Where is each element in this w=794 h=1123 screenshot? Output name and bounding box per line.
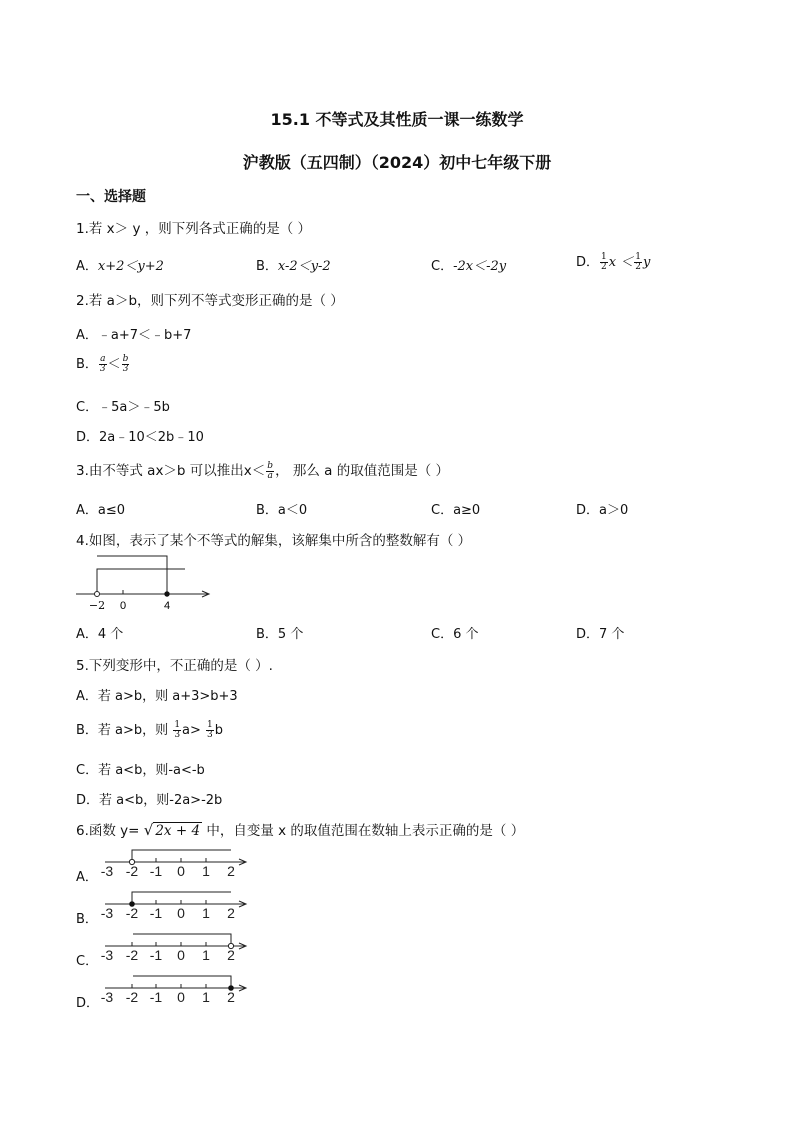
q4-tick-label: 0 [119, 600, 127, 612]
question-2-stem: 2.若 a＞b，则下列不等式变形正确的是（ ） [76, 293, 344, 309]
q4-closed-point [164, 591, 169, 596]
q6-c-tick-label: -1 [149, 947, 163, 963]
q2-option-b: B． $\frac{a}{3}$ ＜ $\frac{b}{3}$ [76, 354, 129, 374]
q6-b-tick-label: -2 [125, 905, 139, 921]
q4-option-a: A．4 个 [76, 627, 124, 642]
q6-b-tick-label: 0 [177, 905, 185, 921]
q6-c-tick-label: 2 [227, 947, 235, 963]
q6-a-tick-label: -2 [125, 863, 139, 879]
q6-a-tick-label: 1 [202, 863, 210, 879]
q1-option-a: A．x+2＜y+2 [76, 259, 164, 274]
q6-b-tick-label: 1 [202, 905, 210, 921]
q3-option-c: C．a≥0 [431, 503, 481, 518]
q4-open-point [95, 592, 100, 597]
q1-option-b: B．x-2＜y-2 [256, 259, 331, 274]
q6-d-tick-label: 0 [177, 989, 185, 1005]
q6-b-tick-label: 2 [227, 905, 235, 921]
q6-c-tick-label: -2 [125, 947, 139, 963]
q6-option-a-label: A． [76, 870, 98, 885]
q6-c-tick-label: 1 [202, 947, 210, 963]
page-subtitle: 沪教版（五四制）（2024）初中七年级下册 [242, 153, 552, 172]
q6-d-tick-label: -2 [125, 989, 139, 1005]
q4-tick-label: 4 [163, 600, 171, 612]
q4-option-d: D．7 个 [576, 627, 625, 642]
q4-option-c: C．6 个 [431, 627, 479, 642]
q6-option-d-label: D． [76, 996, 100, 1011]
section-heading: 一、选择题 [76, 189, 146, 205]
q2-option-a: A．﹣a+7＜﹣b+7 [76, 328, 192, 343]
q6-d-tick-label: -3 [100, 989, 114, 1005]
question-1-stem: 1.若 x＞ y ，则下列各式正确的是（ ） [76, 221, 312, 237]
q3-option-d: D．a＞0 [576, 503, 629, 518]
q6-d-tick-label: -1 [149, 989, 163, 1005]
question-5-stem: 5.下列变形中，不正确的是（ ）. [76, 658, 273, 674]
q5-option-d: D．若 a<b，则-2a>-2b [76, 793, 223, 808]
q6-c-tick-label: 0 [177, 947, 185, 963]
q1-option-d: D． $\frac{1}{2}$ x ＜ $\frac{1}{2}$ y [576, 252, 651, 272]
q5-option-c: C．若 a<b，则-a<-b [76, 763, 205, 778]
q6-option-b-label: B． [76, 912, 98, 927]
q2-option-c: C．﹣5a＞﹣5b [76, 400, 170, 415]
q6-option-c-label: C． [76, 954, 99, 969]
q6-number-lines [95, 845, 255, 1010]
q3-option-a: A．a≤0 [76, 503, 126, 518]
question-3-stem: 3.由不等式 ax＞b 可以推出x＜ $\frac{b}{a}$ ， 那么 a 的取值范围是（ ） [76, 460, 449, 481]
q1-option-c: C．-2x＜-2y [431, 259, 507, 274]
q2-option-d: D．2a﹣10＜2b﹣10 [76, 430, 204, 445]
question-6-stem: 6.函数 y= √ 2x + 4 中，自变量 x 的取值范围在数轴上表示正确的是（ ） [76, 821, 525, 839]
q6-a-tick-label: 2 [227, 863, 235, 879]
q5-option-a: A．若 a>b，则 a+3>b+3 [76, 689, 238, 704]
q6-b-tick-label: -1 [149, 905, 163, 921]
q6-b-tick-label: -3 [100, 905, 114, 921]
q6-c-tick-label: -3 [100, 947, 114, 963]
page-title: 15.1 不等式及其性质一课一练数学 [270, 110, 524, 129]
q6-a-tick-label: 0 [177, 863, 185, 879]
q4-bracket-left [97, 569, 185, 592]
q4-option-b: B．5 个 [256, 627, 304, 642]
q4-number-line-figure [70, 550, 220, 614]
q4-tick-label: −2 [88, 599, 106, 612]
question-4-stem: 4.如图，表示了某个不等式的解集，该解集中所含的整数解有（ ） [76, 533, 472, 549]
q5-option-b: B．若 a>b，则 $\frac{1}{3}$ a> $\frac{1}{3}$ b [76, 720, 224, 740]
q3-option-b: B．a＜0 [256, 503, 308, 518]
q6-a-tick-label: -1 [149, 863, 163, 879]
q6-d-tick-label: 2 [227, 989, 235, 1005]
q4-bracket-right [97, 556, 167, 592]
q6-d-tick-label: 1 [202, 989, 210, 1005]
q6-a-tick-label: -3 [100, 863, 114, 879]
